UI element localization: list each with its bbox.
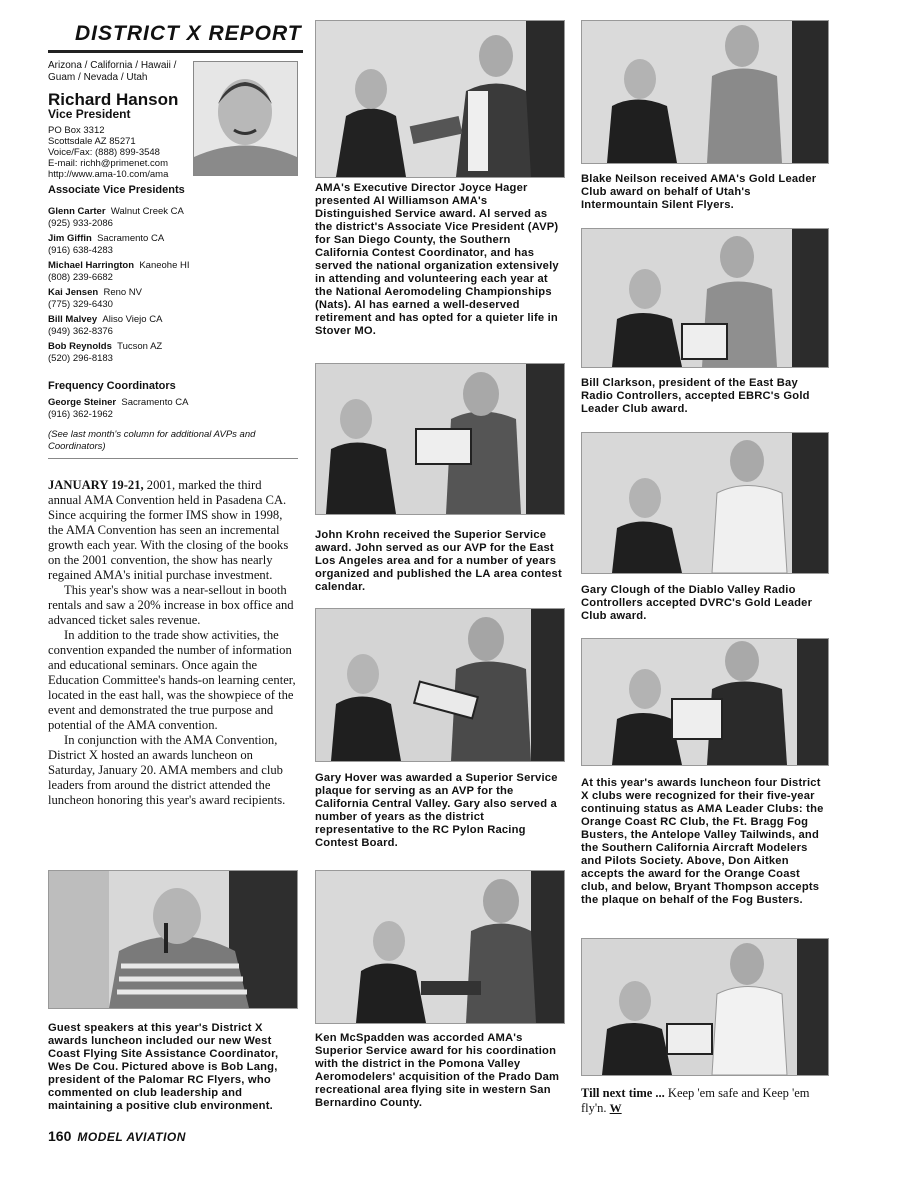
avp-phone: (808) 239-6682 bbox=[48, 271, 113, 283]
caption-gary-hover: Gary Hover was awarded a Superior Service plaque for serving as an AVP for the California Central Valley. Gary also served a number of years as the district representative to the RC Pylon Racing Contest Board. bbox=[315, 772, 558, 849]
article-body bbox=[48, 478, 298, 808]
photo-gary-clough bbox=[581, 432, 829, 574]
caption-bill-clarkson: Bill Clarkson, president of the East Bay Radio Controllers, accepted EBRC's Gold Leader Club award. bbox=[581, 377, 810, 415]
article-paragraph: In addition to the trade show activities, the convention expanded the number of information and educational seminars. Once again the Education Committee's hands-on learning center, located in the east hall, was the showpiece of the event and demonstrated the true purpose and potential of the AMA convention. bbox=[48, 628, 296, 732]
column-title: DISTRICT X REPORT bbox=[75, 22, 302, 45]
avp-name: Bill Malvey bbox=[48, 314, 98, 325]
avp-entry bbox=[48, 287, 298, 310]
page-number: 160 bbox=[48, 1128, 72, 1144]
closing-lead: Till next time ... bbox=[581, 1086, 665, 1100]
photo-hager-williamson bbox=[315, 20, 565, 178]
vp-contact bbox=[48, 125, 198, 180]
caption-john-krohn: John Krohn received the Superior Service award. John served as our AVP for the East Los Angeles area and for a number of years organized and published the LA area contest calendar. bbox=[315, 529, 562, 593]
avp-phone: (775) 329-6430 bbox=[48, 298, 113, 310]
closing-text bbox=[581, 1086, 831, 1116]
avp-city: Aliso Viejo CA bbox=[102, 314, 163, 325]
avp-name: Michael Harrington bbox=[48, 260, 135, 271]
freq-city: Sacramento CA bbox=[121, 397, 189, 408]
avp-phone: (949) 362-8376 bbox=[48, 325, 113, 337]
photo-john-krohn bbox=[315, 363, 565, 515]
avp-city: Sacramento CA bbox=[97, 233, 165, 244]
caption-gary-clough: Gary Clough of the Diablo Valley Radio Controllers accepted DVRC's Gold Leader Club award. bbox=[581, 584, 813, 622]
avp-entry bbox=[48, 233, 298, 256]
contact-phone: Voice/Fax: (888) 899-3548 bbox=[48, 147, 160, 158]
avp-phone: (925) 933-2086 bbox=[48, 217, 113, 229]
photo-blake-neilson bbox=[581, 20, 829, 164]
avp-phone: (520) 296-8183 bbox=[48, 352, 113, 364]
article-p1-text: 2001, marked the third annual AMA Convention held in Pasadena CA. Since acquiring the former IMS show in 1998, the AMA Convention has seen an incremental growth each year. With the closing of the books on the 2001 convention, the show has nearly regained AMA's initial purchase investment. bbox=[48, 478, 289, 582]
magazine-name: MODEL AVIATION bbox=[77, 1130, 186, 1144]
caption-blake-neilson: Blake Neilson received AMA's Gold Leader Club award on behalf of Utah's Intermountain Silent Flyers. bbox=[581, 173, 817, 211]
avp-name: Kai Jensen bbox=[48, 287, 99, 298]
avp-name: Bob Reynolds bbox=[48, 341, 112, 352]
contact-email[interactable]: E-mail: richh@primenet.com bbox=[48, 158, 168, 169]
photo-bill-clarkson bbox=[581, 228, 829, 368]
closing-message: Keep 'em safe and Keep 'em fly'n. bbox=[581, 1086, 810, 1115]
photo-don-aitken bbox=[581, 638, 829, 766]
vp-title: Vice President bbox=[48, 107, 131, 121]
contact-address: PO Box 3312 bbox=[48, 125, 105, 136]
contact-city: Scottsdale AZ 85271 bbox=[48, 136, 136, 147]
freq-phone: (916) 362-1962 bbox=[48, 408, 113, 420]
caption-ken-mcspadden: Ken McSpadden was accorded AMA's Superior Service award for his coordination with the district in the Pomona Valley Aeromodelers' acquisition of the Prado Dam recreational area flying site in western San Bernardino County. bbox=[315, 1032, 560, 1109]
photo-gary-hover bbox=[315, 608, 565, 762]
article-paragraph: This year's show was a near-sellout in booth rentals and saw a 20% increase in box office and advanced ticket sales revenue. bbox=[48, 583, 294, 627]
caption-guest-speakers: Guest speakers at this year's District X awards luncheon included our new West Coast Flying Site Assistance Coordinator, Wes De Cou. Pictured above is Bob Lang, president of the Palomar RC Flyers, who commented on club leadership and maintaining a positive club environment. bbox=[48, 1022, 279, 1112]
avp-city: Kaneohe HI bbox=[139, 260, 190, 271]
freq-name: George Steiner bbox=[48, 397, 117, 408]
vp-portrait-photo bbox=[193, 61, 298, 176]
photo-bob-lang bbox=[48, 870, 298, 1009]
avp-heading: Associate Vice Presidents bbox=[48, 184, 185, 196]
frequency-coordinators-heading: Frequency Coordinators bbox=[48, 380, 176, 392]
avp-name: Glenn Carter bbox=[48, 206, 106, 217]
end-mark: W bbox=[609, 1101, 622, 1115]
header-rule bbox=[48, 50, 303, 53]
avp-entry bbox=[48, 206, 298, 229]
avp-note: (See last month's column for additional AVPs and Coordinators) bbox=[48, 429, 256, 452]
avp-city: Reno NV bbox=[103, 287, 143, 298]
avp-entry bbox=[48, 260, 298, 283]
avp-entry bbox=[48, 314, 298, 337]
avp-city: Tucson AZ bbox=[117, 341, 163, 352]
article-lead: JANUARY 19-21, bbox=[48, 478, 144, 492]
avp-city: Walnut Creek CA bbox=[110, 206, 184, 217]
avp-name: Jim Giffin bbox=[48, 233, 92, 244]
frequency-coordinator-entry bbox=[48, 397, 298, 420]
caption-luncheon-leader-clubs: At this year's awards luncheon four District X clubs were recognized for their five-year continuing status as AMA Leader Clubs: the Orange Coast RC Club, the Ft. Bragg Fog Busters, the Antelope Valley Tailwinds, and the Southern California Aircraft Modelers and Pilots Society. Above, Don Aitken accepts the award for the Orange Coast club, and below, Bryant Thompson accepts the plaque on behalf of the Fog Busters. bbox=[581, 777, 824, 906]
caption-hager-williamson: AMA's Executive Director Joyce Hager presented Al Williamson AMA's Distinguished Service award. Al served as the district's Associate Vice President (AVP) for San Diego County, the Southern California Contest Coordinator, and has served the national organization extensively in attending and volunteering each year at the National Aeromodeling Championships (Nats). Al has earned a well-deserved retirement and has opted for a quieter life in Stover MO. bbox=[315, 182, 559, 337]
avp-entry bbox=[48, 341, 298, 364]
avp-phone: (916) 638-4283 bbox=[48, 244, 113, 256]
contact-website[interactable]: http://www.ama-10.com/ama bbox=[48, 169, 169, 180]
vp-name: Richard Hanson bbox=[48, 90, 179, 109]
photo-ken-mcspadden bbox=[315, 870, 565, 1024]
avp-list bbox=[48, 206, 298, 368]
article-paragraph: In conjunction with the AMA Convention, District X hosted an awards luncheon on Saturday, January 20. AMA members and club leaders from around the district attended the luncheon honoring this year's award recipients. bbox=[48, 733, 286, 807]
page-footer bbox=[48, 1128, 186, 1144]
section-divider bbox=[48, 458, 298, 459]
district-states: Arizona / California / Hawaii / Guam / Nevada / Utah bbox=[48, 60, 177, 83]
photo-bryant-thompson bbox=[581, 938, 829, 1076]
article-paragraph bbox=[48, 478, 298, 583]
